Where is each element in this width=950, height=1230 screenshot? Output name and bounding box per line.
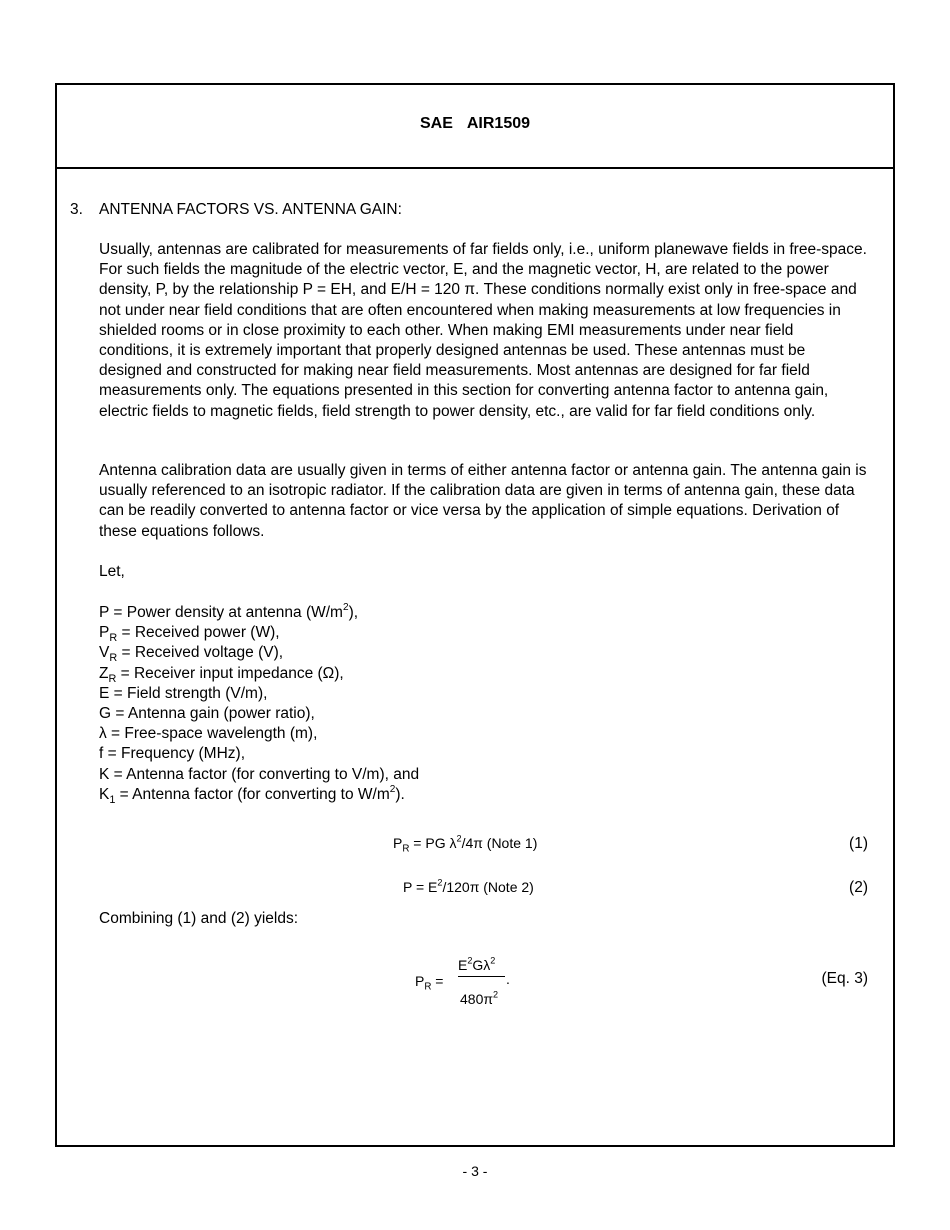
definition-list — [99, 603, 419, 805]
definition-item: $P_R$ = Received power (W), — [99, 624, 280, 644]
paragraph: Antenna calibration data are usually given in terms of either antenna factor or antenna gain. The antenna gain is usually referenced to an isotropic radiator. If the calibration data are given in terms of antenna gain, these data can be readily converted to antenna factor or vice versa by the application of simple equations. Derivation of these equations follows. — [99, 462, 867, 540]
equation-3-period: . — [506, 971, 510, 987]
section-title: ANTENNA FACTORS VS. ANTENNA GAIN: — [99, 201, 402, 218]
header-org: SAE — [419, 115, 453, 132]
definition-item: f = Frequency (MHz), — [99, 745, 245, 763]
document-body — [57, 85, 893, 1145]
section-number: 3. — [70, 201, 83, 218]
definition-item: $V_R$ = Received voltage (V), — [99, 644, 284, 665]
paragraph: Usually, antennas are calibrated for measurements of far fields only, i.e., uniform planewave fields in free-space. For such fields the magnitude of the electric vector, E, and the magnetic vector, H, are related to the power density, P, by the relationship P = EH, and E/H = 120 π. These conditions normally exist only in free-space and not under near field conditions that are often encountered when making measurements at low frequencies in shielded rooms or in close proximity to each other. When making EMI measurements under near field conditions, it is extremely important that properly designed antennas be used. These antennas must be designed and constructed for making near field measurements. Most antennas are designed for far field measurements only. The equations presented in this section for converting antenna factor to antenna gain, electric fields to magnetic fields, field strength to power density, etc., are valid for far field conditions only. — [99, 241, 867, 420]
definition-item: K = Antenna factor (for converting to V/m), and — [99, 765, 420, 783]
page-number: - 3 - — [462, 1163, 488, 1179]
definition-item: $Z_R$ = Receiver input impedance (Ω), — [99, 664, 344, 685]
equation-number: (2) — [849, 879, 868, 896]
equation-2: $P = E^2/120\pi$ (Note 2) — [403, 877, 534, 895]
fraction-bar — [458, 976, 505, 977]
page-frame — [55, 83, 895, 1147]
let-label: Let, — [99, 563, 125, 580]
combining-text: Combining (1) and (2) yields: — [99, 910, 299, 927]
equation-1: $P_R$ = PG $\lambda^2/4\pi$ (Note 1) — [393, 833, 538, 855]
equation-3-denominator: $480\pi^2$ — [460, 989, 499, 1007]
definition-item: $K_1$ = Antenna factor (for converting to $W/m^2$). — [99, 783, 405, 806]
definition-item: λ = Free-space wavelength (m), — [99, 725, 318, 743]
equation-3-numerator: $E^2G\lambda^2$ — [458, 955, 496, 973]
definition-item: E = Field strength (V/m), — [99, 684, 268, 702]
equation-number: (Eq. 3) — [821, 970, 868, 987]
definition-item: P = Power density at antenna $(W/m^2)$, — [99, 601, 359, 621]
equation-3 — [415, 955, 535, 1011]
header-doc-number: AIR1509 — [466, 115, 531, 132]
equation-number: (1) — [849, 835, 868, 852]
definition-item: G = Antenna gain (power ratio), — [99, 704, 315, 722]
equation-3-lhs: $P_R$ = — [415, 973, 444, 993]
